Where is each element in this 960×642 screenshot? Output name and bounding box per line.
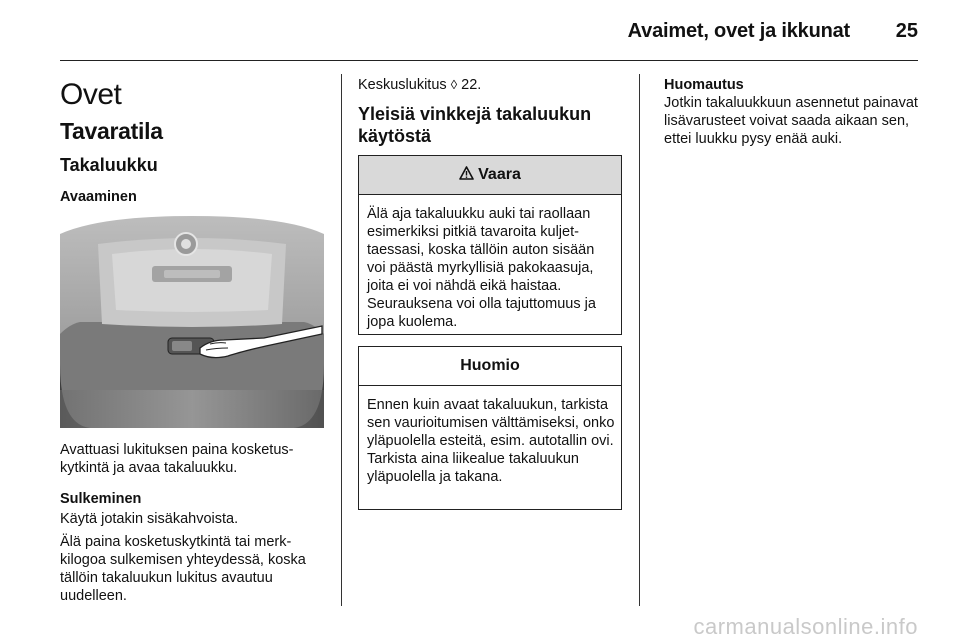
watermark: carmanualsonline.info (693, 614, 918, 639)
caution-title: Huomio (460, 357, 520, 374)
subhead-open: Avaaminen (60, 189, 137, 205)
close-text: Käytä jotakin sisäkahvoista. (60, 511, 239, 527)
warning-box (358, 155, 622, 335)
page-header-title: Avaimet, ovet ja ikkunat (627, 20, 850, 42)
tailgate-illustration (60, 214, 324, 428)
column-divider-1 (341, 74, 342, 606)
section-title: Ovet (60, 78, 122, 111)
warning-title: Vaara (478, 166, 521, 183)
caution-text: Ennen kuin avaat takaluukun, tarkista sen vaurioitumisen välttämiseksi, onko yläpuolella esteitä, esim. autotallin ovi. Tarkista aina liikealue takaluukun yläpuolella ja takana. (367, 397, 615, 485)
subsection-title: Tavaratila (60, 118, 163, 144)
header-rule (60, 60, 918, 61)
cross-reference-label: Keskuslukitus (358, 77, 447, 93)
caution-box-header (359, 347, 621, 386)
reference-arrow-icon: ◊ (450, 77, 458, 92)
cross-reference (358, 76, 481, 94)
warning-box-header (359, 156, 621, 195)
note-text: Jotkin takaluukkuun asennetut painavat lisävarusteet voivat saada aikaan sen, ettei luukku pysy enää auki. (664, 95, 918, 147)
caution-box (358, 346, 622, 510)
page-number: 25 (895, 20, 918, 42)
close-section (60, 490, 328, 528)
tips-heading: Yleisiä vinkkejä takaluukun käytöstä (358, 104, 592, 146)
note-heading: Huomautus (664, 77, 744, 93)
column-divider-2 (639, 74, 640, 606)
warning-triangle-icon (459, 166, 474, 185)
subhead-close: Sulkeminen (60, 491, 142, 507)
warning-text: Älä aja takaluukku auki tai raollaan esimerkiksi pitkiä tavaroita kuljettaessasi, koska tällöin auton sisään voi päästä myrkyllisiä pakokaasuja, joita ei voi nähdä eikä haistaa. Seurauksena voi olla tajuttomuus ja jopa kuolema. (367, 206, 596, 330)
cross-reference-link[interactable]: 22. (461, 77, 482, 93)
open-caption: Avattuasi lukituksen paina kosketuskytkintä ja avaa takaluukku. (60, 442, 294, 476)
column-1 (60, 70, 328, 206)
topic-title: Takaluukku (60, 155, 158, 175)
close-text-2: Älä paina kosketuskytkintä tai merkkilogoa sulkemisen yhteydessä, koska tällöin takaluukun lukitus avautuu uudelleen. (60, 534, 306, 604)
